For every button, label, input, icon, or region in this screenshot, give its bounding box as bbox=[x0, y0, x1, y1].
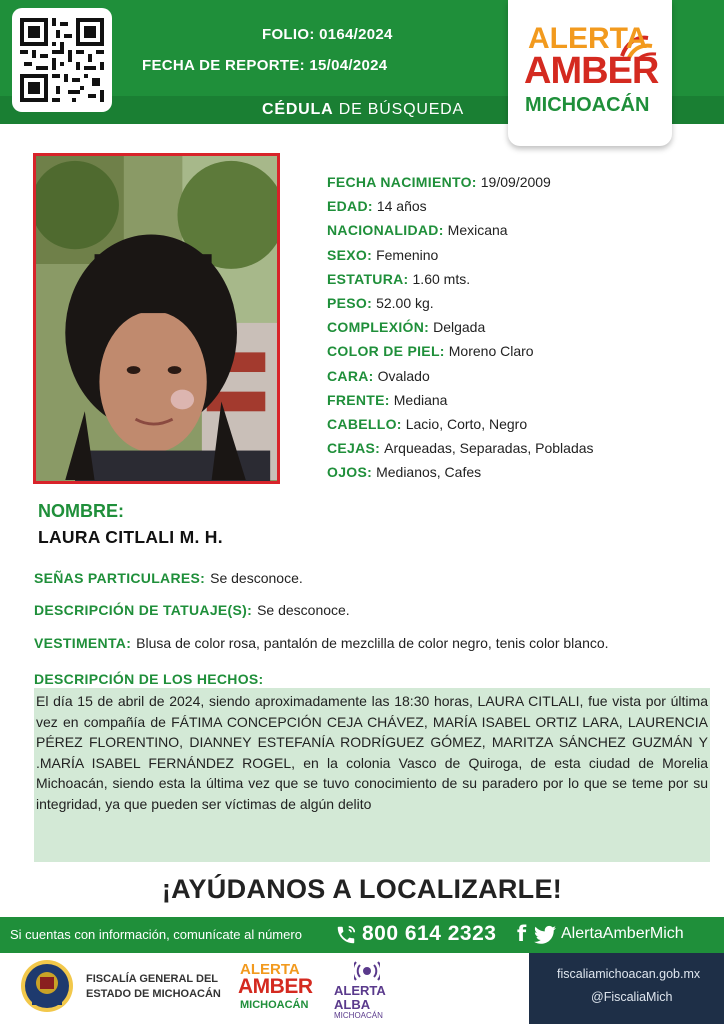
website-link[interactable]: fiscaliamichoacan.gob.mx bbox=[557, 967, 701, 981]
logo-michoacan: MICHOACÁN bbox=[525, 94, 650, 116]
alerta-amber-logo bbox=[508, 0, 672, 146]
qr-code[interactable] bbox=[12, 8, 112, 112]
hechos-text: El día 15 de abril de 2024, siendo aproximadamente las 18:30 horas, LAURA CITLALI, fue vista por última vez en compañía de FÁTIMA CONCEPCIÓN CEJA CHÁVEZ, MARÍA ISABEL ORTIZ LARA, LAURENCIA PÉREZ FLORENTINO, DIANNEY ESTEFANÍA RODRÍGUEZ GÓMEZ, MARITZA SÁNCHEZ GUZMÁN Y .MARÍA ISABEL FERNÁNDEZ ROGEL, en la colonia Vasco de Quiroga, de esta ciudad de Morelia Michoacán, siendo esta la última vez que se tuvo conocimiento de su paradero por lo que se teme por su integridad, ya que pueden ser víctimas de algún delito bbox=[34, 688, 710, 862]
detail-row: FECHA NACIMIENTO: 19/09/2009 bbox=[327, 174, 551, 190]
fecha-reporte: FECHA DE REPORTE: 15/04/2024 bbox=[142, 57, 388, 74]
logo-alerta: ALERTA bbox=[528, 22, 648, 55]
contact-info: Si cuentas con información, comunícate al número bbox=[10, 927, 302, 942]
senas-particulares: SEÑAS PARTICULARES: Se desconoce. bbox=[34, 570, 303, 586]
footer-amber-logo: ALERTA AMBER MICHOACÁN bbox=[238, 961, 313, 1011]
detail-row: CARA: Ovalado bbox=[327, 367, 430, 384]
detail-row: EDAD: 14 años bbox=[327, 198, 427, 215]
hechos-label: DESCRIPCIÓN DE LOS HECHOS: bbox=[34, 671, 264, 687]
detail-row: CEJAS: Arqueadas, Separadas, Pobladas bbox=[327, 440, 594, 457]
phone-icon bbox=[335, 924, 357, 946]
fge-seal-icon bbox=[20, 959, 74, 1013]
call-to-action: ¡AYÚDANOS A LOCALIZARLE! bbox=[161, 874, 563, 904]
detail-row: PESO: 52.00 kg. bbox=[327, 294, 434, 311]
detail-row: ESTATURA: 1.60 mts. bbox=[327, 270, 471, 287]
folio: FOLIO: 0164/2024 bbox=[262, 26, 393, 43]
twitter-icon[interactable] bbox=[534, 925, 556, 945]
detail-row: COLOR DE PIEL: Moreno Claro bbox=[327, 343, 534, 360]
detail-row: NACIONALIDAD: Mexicana bbox=[327, 222, 508, 239]
phone-number[interactable]: 800 614 2323 bbox=[362, 922, 497, 945]
qr-code-icon bbox=[20, 16, 104, 104]
missing-person-photo bbox=[33, 153, 280, 484]
nombre-label: NOMBRE: bbox=[38, 501, 124, 521]
footer bbox=[0, 953, 724, 1024]
descripcion-tatuajes: DESCRIPCIÓN DE TATUAJE(S): Se desconoce. bbox=[34, 602, 350, 618]
detail-row: CABELLO: Lacio, Corto, Negro bbox=[327, 415, 528, 432]
footer-alba-logo: ALERTA ALBA MICHOACÁN bbox=[332, 957, 392, 1023]
social-handle[interactable]: AlertaAmberMich bbox=[561, 925, 684, 942]
nombre-value: LAURA CITLALI M. H. bbox=[38, 527, 223, 547]
fge-name: FISCALÍA GENERAL DEL ESTADO DE MICHOACÁN bbox=[86, 973, 221, 1000]
detail-row: OJOS: Medianos, Cafes bbox=[327, 464, 482, 481]
alba-logo-icon bbox=[354, 959, 380, 983]
contact-bar bbox=[0, 917, 724, 953]
social-link[interactable]: @FiscaliaMich bbox=[591, 990, 673, 1004]
detail-row: COMPLEXIÓN: Delgada bbox=[327, 319, 486, 336]
cedula-title: CÉDULA DE BÚSQUEDA bbox=[262, 101, 464, 118]
portrait-image bbox=[36, 156, 277, 481]
facebook-icon[interactable]: f bbox=[517, 922, 527, 946]
vestimenta: VESTIMENTA: Blusa de color rosa, pantalón de mezclilla de color negro, tenis color blanco. bbox=[34, 635, 609, 651]
logo-amber: AMBER bbox=[524, 50, 659, 92]
person-details bbox=[327, 174, 594, 488]
detail-row: FRENTE: Mediana bbox=[327, 391, 448, 408]
footer-social-panel bbox=[529, 953, 724, 1024]
detail-row: SEXO: Femenino bbox=[327, 246, 439, 263]
